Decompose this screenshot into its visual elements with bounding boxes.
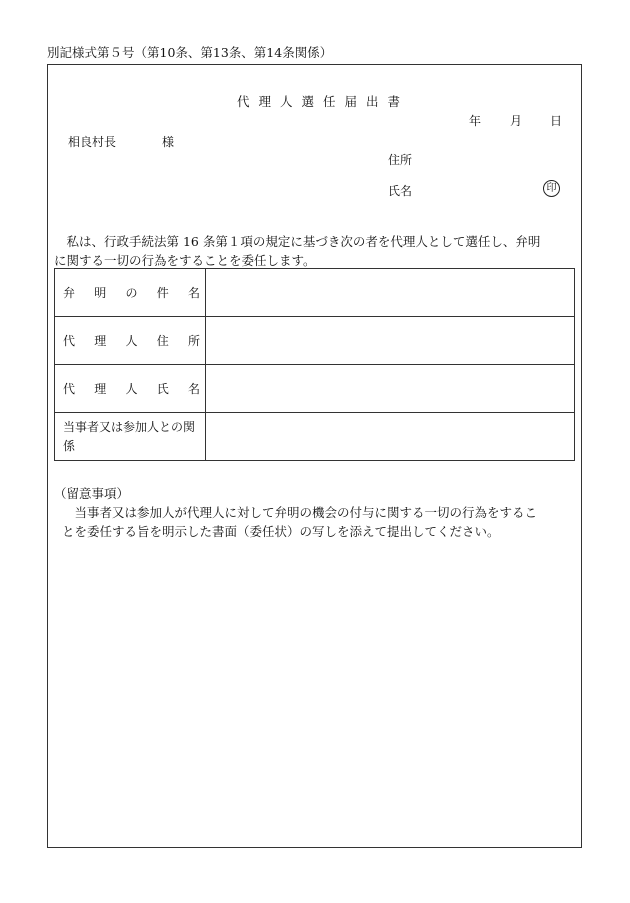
notes-heading: （留意事項） <box>54 486 130 501</box>
addressee-name: 相良村長 <box>68 135 117 149</box>
table-row <box>55 269 575 317</box>
table-row <box>55 365 575 413</box>
applicant-address-label: 住所 <box>388 153 413 167</box>
row-label-relationship: 当事者又は参加人との関係 <box>55 413 206 461</box>
date-month-label: 月 <box>510 114 523 128</box>
notes-line-2: とを委任する旨を明示した書面（委任状）の写しを添えて提出してください。 <box>62 524 500 539</box>
addressee-honorific: 様 <box>162 135 175 149</box>
form-title: 代理人選任届出書 <box>237 94 410 109</box>
notes-body <box>54 503 584 541</box>
row-label-case-name: 弁明の件名 <box>55 269 206 317</box>
row-value-relationship[interactable] <box>206 413 575 461</box>
row-label-agent-address: 代理人住所 <box>55 317 206 365</box>
row-label-agent-name: 代理人氏名 <box>55 365 206 413</box>
table-row <box>55 413 575 461</box>
agent-details-table <box>54 268 575 461</box>
seal-mark-icon: 印 <box>543 180 560 197</box>
row-value-case-name[interactable] <box>206 269 575 317</box>
statement-line-1: 私は、行政手続法第 16 条第１項の規定に基づき次の者を代理人として選任し、弁明 <box>54 234 541 249</box>
delegation-statement <box>54 232 584 270</box>
form-reference-label: 別記様式第５号（第10条、第13条、第14条関係） <box>47 45 333 60</box>
row-value-agent-name[interactable] <box>206 365 575 413</box>
row-value-agent-address[interactable] <box>206 317 575 365</box>
date-year-label: 年 <box>469 114 482 128</box>
applicant-name-label: 氏名 <box>388 184 413 198</box>
notes-line-1: 当事者又は参加人が代理人に対して弁明の機会の付与に関する一切の行為をするこ <box>62 505 538 520</box>
date-day-label: 日 <box>550 114 563 128</box>
statement-line-2: に関する一切の行為をすることを委任します。 <box>54 253 316 268</box>
table-row <box>55 317 575 365</box>
